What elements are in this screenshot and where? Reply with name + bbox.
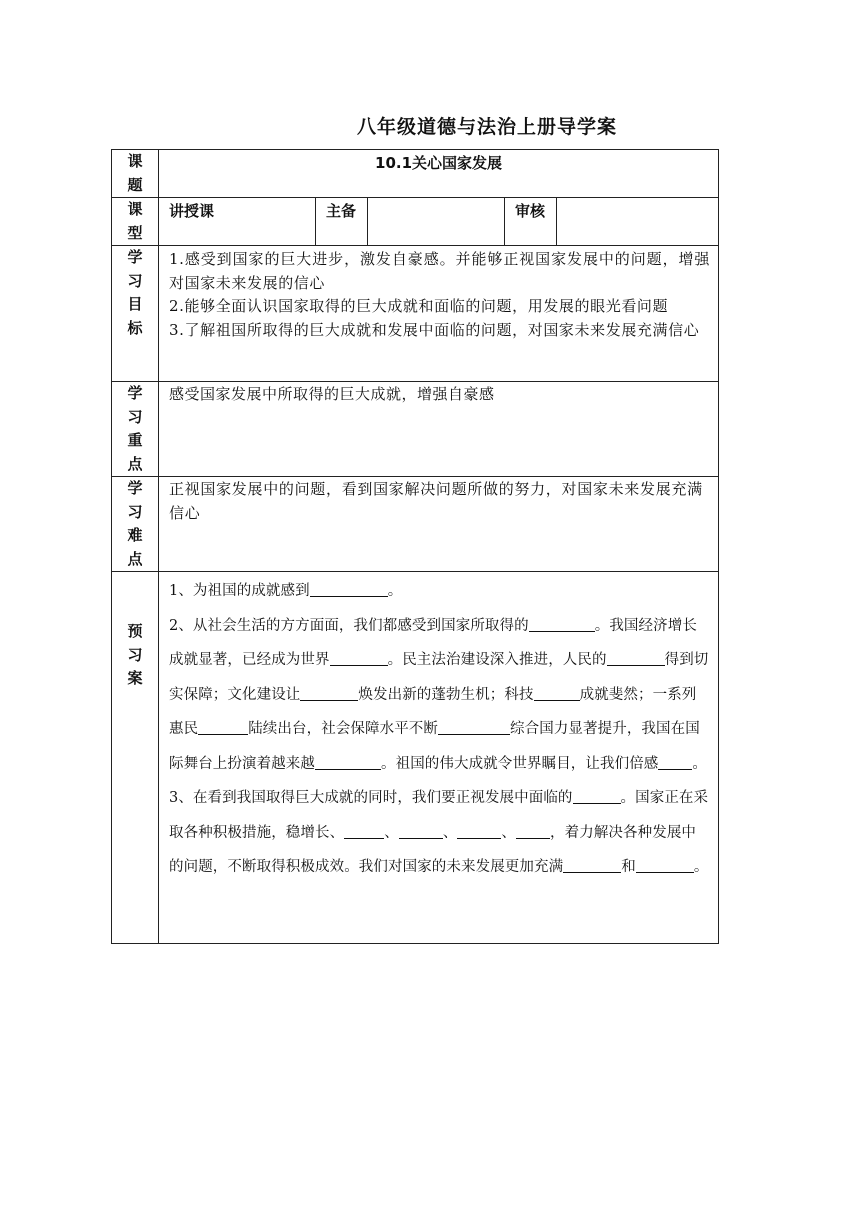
preview-label: 预 习 案: [112, 572, 159, 944]
answer-blank[interactable]: [636, 858, 694, 874]
lesson-label: 课 题: [112, 150, 159, 198]
review-value: [557, 198, 719, 246]
objectives-label: 学 习 目 标: [112, 246, 159, 382]
answer-blank[interactable]: [658, 754, 692, 770]
host-label: 主备: [316, 198, 368, 246]
document-title: 八年级道德与法治上册导学案: [357, 116, 618, 138]
study-guide-table: [111, 149, 719, 944]
objective-item: 2.能够全面认识国家取得的巨大成就和面临的问题，用发展的眼光看问题: [169, 297, 669, 315]
preview-question-3: 3、在看到我国取得巨大成就的同时，我们要正视发展中面临的 。国家正在采取各种积极措施，稳增长、 、 、 、 ，着力解决各种发展中的问题，不断取得积极成效。我们对国家的未来发展更加充满 和 。: [169, 790, 709, 875]
answer-blank[interactable]: [438, 720, 510, 736]
host-value: [368, 198, 505, 246]
difficulties-row: [112, 477, 719, 572]
answer-blank[interactable]: [399, 823, 443, 839]
answer-blank[interactable]: [330, 651, 388, 667]
type-value: 讲授课: [159, 198, 316, 246]
objectives-content: [159, 246, 719, 382]
answer-blank[interactable]: [607, 651, 665, 667]
answer-blank[interactable]: [529, 616, 595, 632]
answer-blank[interactable]: [457, 823, 501, 839]
answer-blank[interactable]: [344, 823, 384, 839]
answer-blank[interactable]: [300, 685, 358, 701]
lesson-row: [112, 150, 719, 198]
review-label: 审核: [505, 198, 557, 246]
type-row: [112, 198, 719, 246]
preview-content: [159, 572, 719, 944]
answer-blank[interactable]: [563, 858, 621, 874]
difficulties-label: 学 习 难 点: [112, 477, 159, 572]
lesson-title: 10.1关心国家发展: [159, 150, 719, 198]
preview-row: [112, 572, 719, 944]
preview-question-2: 2、从社会生活的方方面面，我们都感受到国家所取得的 。我国经济增长成就显著，已经成为世界 。民主法治建设深入推进，人民的 得到切实保障；文化建设让 焕发出新的蓬勃生机；科技 成就斐然；一系列惠民 陆续出台，社会保障水平不断 综合国力显著提升，我国在国际舞台上扮演着越来越 。祖国的伟大成就令世界瞩目，让我们倍感 。: [169, 617, 709, 772]
answer-blank[interactable]: [198, 720, 248, 736]
objective-item: 3.了解祖国所取得的巨大成就和发展中面临的问题，对国家未来发展充满信心: [169, 320, 700, 339]
answer-blank[interactable]: [534, 685, 580, 701]
answer-blank[interactable]: [310, 582, 388, 598]
objectives-row: [112, 246, 719, 382]
type-label: 课 型: [112, 198, 159, 246]
key-points-content: 感受国家发展中所取得的巨大成就，增强自豪感: [159, 382, 719, 477]
answer-blank[interactable]: [315, 754, 381, 770]
preview-question-1: 1、为祖国的成就感到 。: [169, 583, 403, 599]
objective-item: 1.感受到国家的巨大进步，激发自豪感。并能够正视国家发展中的问题，增强对国家未来发展的信心: [169, 250, 711, 292]
difficulties-content: 正视国家发展中的问题，看到国家解决问题所做的努力，对国家未来发展充满信心: [159, 477, 719, 572]
key-points-label: 学 习 重 点: [112, 382, 159, 477]
answer-blank[interactable]: [573, 789, 621, 805]
answer-blank[interactable]: [516, 823, 550, 839]
key-points-row: [112, 382, 719, 477]
